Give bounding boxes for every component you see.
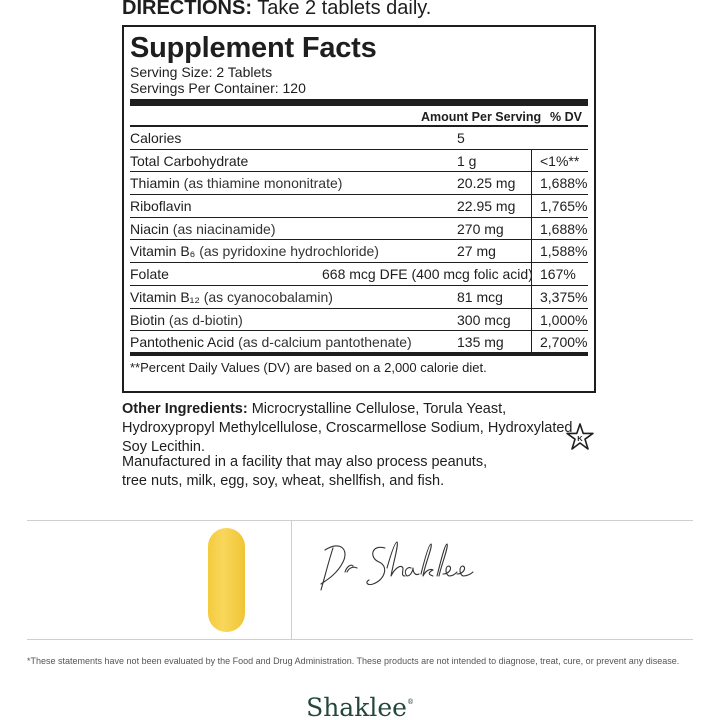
- column-divider: [531, 240, 532, 262]
- nutrient-source: (as thiamine mononitrate): [179, 175, 343, 192]
- facts-row-biotin: [130, 309, 588, 332]
- section-divider-vertical: [291, 521, 292, 639]
- thick-divider: [130, 99, 588, 106]
- nutrient-name: Thiamin: [130, 175, 180, 192]
- directions-label: DIRECTIONS:: [122, 0, 252, 19]
- nutrient-label: [130, 172, 342, 194]
- registered-mark: ®: [406, 698, 414, 706]
- nutrient-amount: 300 mcg: [457, 311, 511, 328]
- nutrient-source: (as cyanocobalamin): [199, 288, 333, 305]
- nutrient-dv: 167%: [540, 266, 576, 283]
- nutrient-source: (as d-biotin): [165, 311, 243, 328]
- nutrient-amount: 135 mg: [457, 334, 504, 351]
- directions-text: Take 2 tablets daily.: [252, 0, 432, 19]
- column-divider: [531, 309, 532, 331]
- section-divider-top: [27, 520, 693, 521]
- facts-row-vitamin-b12: [130, 286, 588, 309]
- facts-header-row: [130, 106, 588, 127]
- servings-per-container: Servings Per Container: 120: [130, 80, 306, 96]
- column-divider: [531, 195, 532, 217]
- nutrient-name: Pantothenic Acid: [130, 334, 235, 351]
- facts-row-total-carbohydrate: [130, 150, 588, 173]
- nutrient-amount: 5: [457, 130, 465, 146]
- nutrient-name: Niacin: [130, 220, 169, 237]
- nutrient-amount: 20.25 mg: [457, 175, 516, 192]
- nutrient-amount: 81 mcg: [457, 288, 503, 305]
- nutrient-name: Biotin: [130, 311, 166, 328]
- nutrient-dv: <1%**: [540, 152, 580, 169]
- facts-row-pantothenic-acid: [130, 331, 588, 356]
- nutrient-label: [130, 331, 412, 353]
- amount-per-serving-header: Amount Per Serving: [421, 110, 542, 124]
- column-divider: [531, 218, 532, 240]
- directions: [122, 0, 431, 20]
- nutrient-name: Vitamin B₆: [130, 243, 196, 260]
- allergen-statement: Manufactured in a facility that may also process peanuts, tree nuts, milk, egg, soy, wheat, shellfish, and fish.: [122, 454, 488, 489]
- nutrient-label: [130, 240, 379, 262]
- facts-row-vitamin-b6: [130, 240, 588, 263]
- nutrient-amount: 668 mcg DFE: [322, 266, 408, 283]
- nutrient-amount: 22.95 mg: [457, 198, 516, 215]
- nutrient-amount: 270 mg: [457, 220, 504, 237]
- facts-row-calories: [130, 127, 588, 150]
- dv-header: % DV: [550, 110, 582, 124]
- nutrient-name: Riboflavin: [130, 198, 192, 215]
- shaklee-logo: [0, 688, 720, 720]
- kosher-letter: K: [577, 434, 583, 443]
- nutrient-label: [130, 218, 276, 240]
- nutrient-amount: 1 g: [457, 152, 477, 169]
- supplement-facts-panel: [122, 25, 596, 393]
- dr-shaklee-signature: [315, 528, 495, 608]
- column-divider: [531, 150, 532, 172]
- facts-row-riboflavin: [130, 195, 588, 218]
- nutrient-dv: 1,688%: [540, 220, 588, 237]
- column-divider: [531, 172, 532, 194]
- nutrient-name: Folate: [130, 266, 169, 283]
- facts-row-niacin: [130, 218, 588, 241]
- facts-row-thiamin: [130, 172, 588, 195]
- supplement-facts-title: Supplement Facts: [130, 32, 377, 64]
- column-divider: [531, 263, 532, 285]
- fda-disclaimer: *These statements have not been evaluated by the Food and Drug Administration. These products are not intended to diagnose, treat, cure, or prevent any disease.: [27, 656, 680, 666]
- other-ingredients-label: Other Ingredients:: [122, 401, 248, 417]
- nutrient-name: Total Carbohydrate: [130, 152, 249, 169]
- section-divider-bottom: [27, 639, 693, 640]
- nutrient-dv: 3,375%: [540, 288, 588, 305]
- nutrient-amount: 27 mg: [457, 243, 496, 260]
- other-ingredients: [122, 400, 592, 457]
- nutrient-source: (as niacinamide): [168, 220, 276, 237]
- dv-footnote: **Percent Daily Values (DV) are based on a 2,000 calorie diet.: [130, 360, 487, 376]
- nutrient-dv: 1,688%: [540, 175, 588, 192]
- nutrient-name: Calories: [130, 130, 182, 146]
- kosher-star-icon: [565, 422, 595, 452]
- other-ingredients-text: Microcrystalline Cellulose, Torula Yeast, Hydroxypropyl Methylcellulose, Croscarmellose Sodium, Hydroxylated Soy Lecithin.: [122, 401, 573, 455]
- nutrient-name: Vitamin B₁₂: [130, 288, 200, 305]
- logo-text: Shaklee: [306, 693, 407, 720]
- column-divider: [531, 286, 532, 308]
- tablet-image: [208, 528, 245, 632]
- nutrient-amount-folate: [322, 263, 533, 285]
- nutrient-dv: 2,700%: [540, 334, 588, 351]
- nutrient-source: (as d-calcium pantothenate): [234, 334, 412, 351]
- serving-size: Serving Size: 2 Tablets: [130, 64, 273, 80]
- nutrient-label: [130, 309, 243, 331]
- nutrient-source: (as pyridoxine hydrochloride): [195, 243, 379, 260]
- nutrient-dv: 1,588%: [540, 243, 588, 260]
- column-divider: [531, 331, 532, 352]
- nutrient-label: [130, 286, 333, 308]
- nutrient-amount-detail: (400 mcg folic acid): [407, 266, 533, 283]
- nutrient-dv: 1,000%: [540, 311, 588, 328]
- facts-row-folate: [130, 263, 588, 286]
- nutrient-dv: 1,765%: [540, 198, 588, 215]
